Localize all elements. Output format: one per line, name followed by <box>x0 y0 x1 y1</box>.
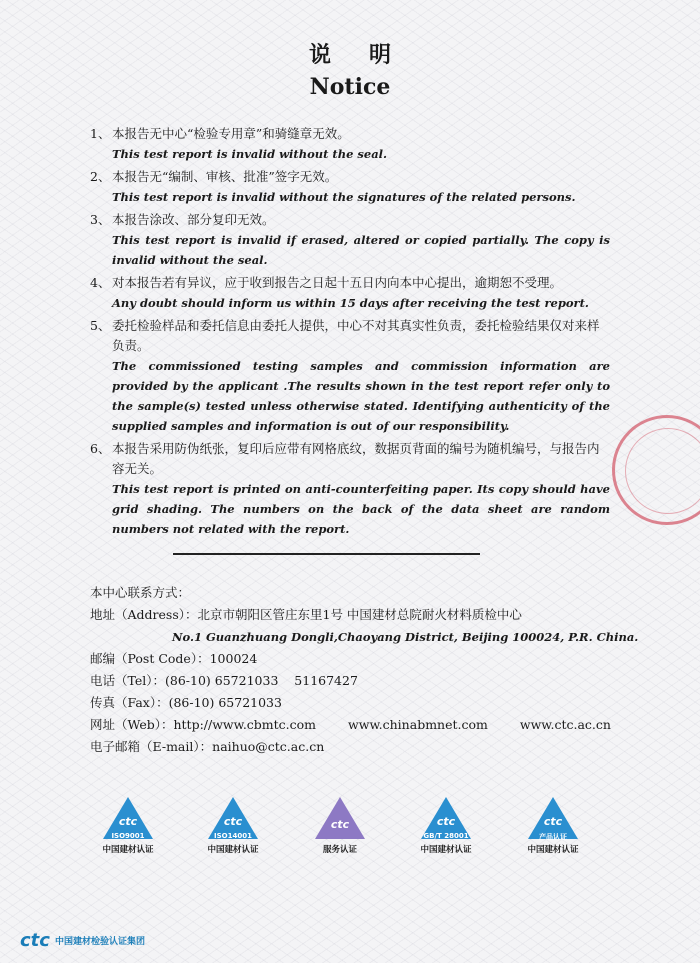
ctc-logo-icon: ctc <box>20 930 50 951</box>
address-line <box>90 604 630 626</box>
web-link-2[interactable]: www.chinabmnet.com <box>348 717 488 732</box>
svg-text:ctc: ctc <box>118 815 138 828</box>
cert-logo <box>92 795 164 855</box>
svg-text:ctc: ctc <box>223 815 243 828</box>
red-seal-stamp <box>612 415 700 525</box>
cert-label: 中国建材认证 <box>102 845 154 855</box>
notice-item <box>90 167 610 207</box>
cert-code: ISO9001 <box>111 832 145 840</box>
notice-text-cn: 本报告涂改、部分复印无效。 <box>112 212 275 227</box>
ctc-triangle-icon <box>313 795 367 841</box>
notice-text-en: The commissioned testing samples and commission information are provided by the applicant .The results shown in the test report refer only to the sample(s) tested unless otherwise stated. Identifying authenticity of the supplied samples and information is out of our responsibility. <box>112 359 610 433</box>
notice-item <box>90 124 610 164</box>
notice-item <box>90 316 610 436</box>
fax-line <box>90 692 630 714</box>
contact-heading: 本中心联系方式： <box>90 585 191 600</box>
postcode-label: 邮编（Post Code）： <box>90 651 210 666</box>
notice-item <box>90 273 610 313</box>
web-line <box>90 714 630 736</box>
svg-text:ctc: ctc <box>330 818 350 831</box>
certification-logos <box>92 795 592 865</box>
cert-logo <box>197 795 269 855</box>
postcode-line <box>90 648 630 670</box>
tel-line <box>90 670 630 692</box>
cert-logo <box>517 795 589 855</box>
cert-logo <box>304 795 376 855</box>
cert-code: ISO14001 <box>214 832 252 840</box>
postcode-value: 100024 <box>209 651 258 666</box>
notice-text-en: This test report is printed on anti-counterfeiting paper. Its copy should have grid shading. The numbers on the back of the data sheet are random numbers not related with the report. <box>112 482 610 536</box>
notice-number: 2、 <box>90 169 111 184</box>
cert-logo <box>410 795 482 855</box>
notice-number: 5、 <box>90 318 111 333</box>
notice-number: 3、 <box>90 212 111 227</box>
notice-number: 6、 <box>90 441 111 456</box>
divider-line <box>173 553 480 555</box>
tel-value: (86-10) 65721033 51167427 <box>165 673 358 688</box>
cert-code: 产品认证 <box>539 833 567 841</box>
notice-text-en: This test report is invalid without the signatures of the related persons. <box>112 190 576 204</box>
fax-label: 传真（Fax）： <box>90 695 169 710</box>
cert-label: 中国建材认证 <box>527 845 579 855</box>
address-label: 地址（Address）： <box>90 607 198 622</box>
email-line <box>90 736 630 758</box>
notice-item <box>90 210 610 270</box>
web-link-3[interactable]: www.ctc.ac.cn <box>519 717 611 732</box>
notice-text-en: This test report is invalid without the seal. <box>112 147 388 161</box>
notice-text-en: This test report is invalid if erased, altered or copied partially. The copy is invalid without the seal. <box>112 233 610 267</box>
tel-label: 电话（Tel）： <box>90 673 166 688</box>
email-link[interactable]: naihuo@ctc.ac.cn <box>212 739 325 754</box>
svg-text:ctc: ctc <box>436 815 456 828</box>
footer-brand <box>20 930 145 951</box>
address-en: No.1 Guanzhuang Dongli,Chaoyang District, Beijing 100024, P.R. China. <box>172 630 639 644</box>
notice-text-cn: 委托检验样品和委托信息由委托人提供，中心不对其真实性负责，委托检验结果仅对来样负责。 <box>112 318 600 353</box>
email-label: 电子邮箱（E-mail）： <box>90 739 213 754</box>
web-label: 网址（Web）： <box>90 717 174 732</box>
notice-number: 4、 <box>90 275 111 290</box>
title-english: Notice <box>309 74 391 100</box>
contact-block <box>90 582 639 758</box>
notice-text-cn: 对本报告若有异议，应于收到报告之日起十五日内向本中心提出，逾期恕不受理。 <box>112 275 563 290</box>
fax-value: (86-10) 65721033 <box>168 695 282 710</box>
notice-text-en: Any doubt should inform us within 15 days after receiving the test report. <box>112 296 589 310</box>
cert-label: 服务认证 <box>322 845 357 855</box>
footer-org-name: 中国建材检验认证集团 <box>54 937 145 947</box>
web-link-1[interactable]: http://www.cbmtc.com <box>173 717 317 732</box>
svg-text:ctc: ctc <box>543 815 563 828</box>
address-cn: 北京市朝阳区管庄东里1号 中国建材总院耐火材料质检中心 <box>197 607 522 622</box>
notice-text-cn: 本报告无“编制、审核、批准”签字无效。 <box>112 169 338 184</box>
cert-code: GB/T 28001 <box>423 832 469 840</box>
notice-item <box>90 439 610 539</box>
notice-text-cn: 本报告采用防伪纸张，复印后应带有网格底纹，数据页背面的编号为随机编号，与报告内容无关。 <box>112 441 600 476</box>
title-chinese: 说明 <box>308 42 429 68</box>
cert-label: 中国建材认证 <box>207 845 259 855</box>
notice-text-cn: 本报告无中心“检验专用章”和骑缝章无效。 <box>112 126 350 141</box>
notice-number: 1、 <box>90 126 111 141</box>
cert-label: 中国建材认证 <box>420 845 472 855</box>
notice-list <box>90 124 610 542</box>
